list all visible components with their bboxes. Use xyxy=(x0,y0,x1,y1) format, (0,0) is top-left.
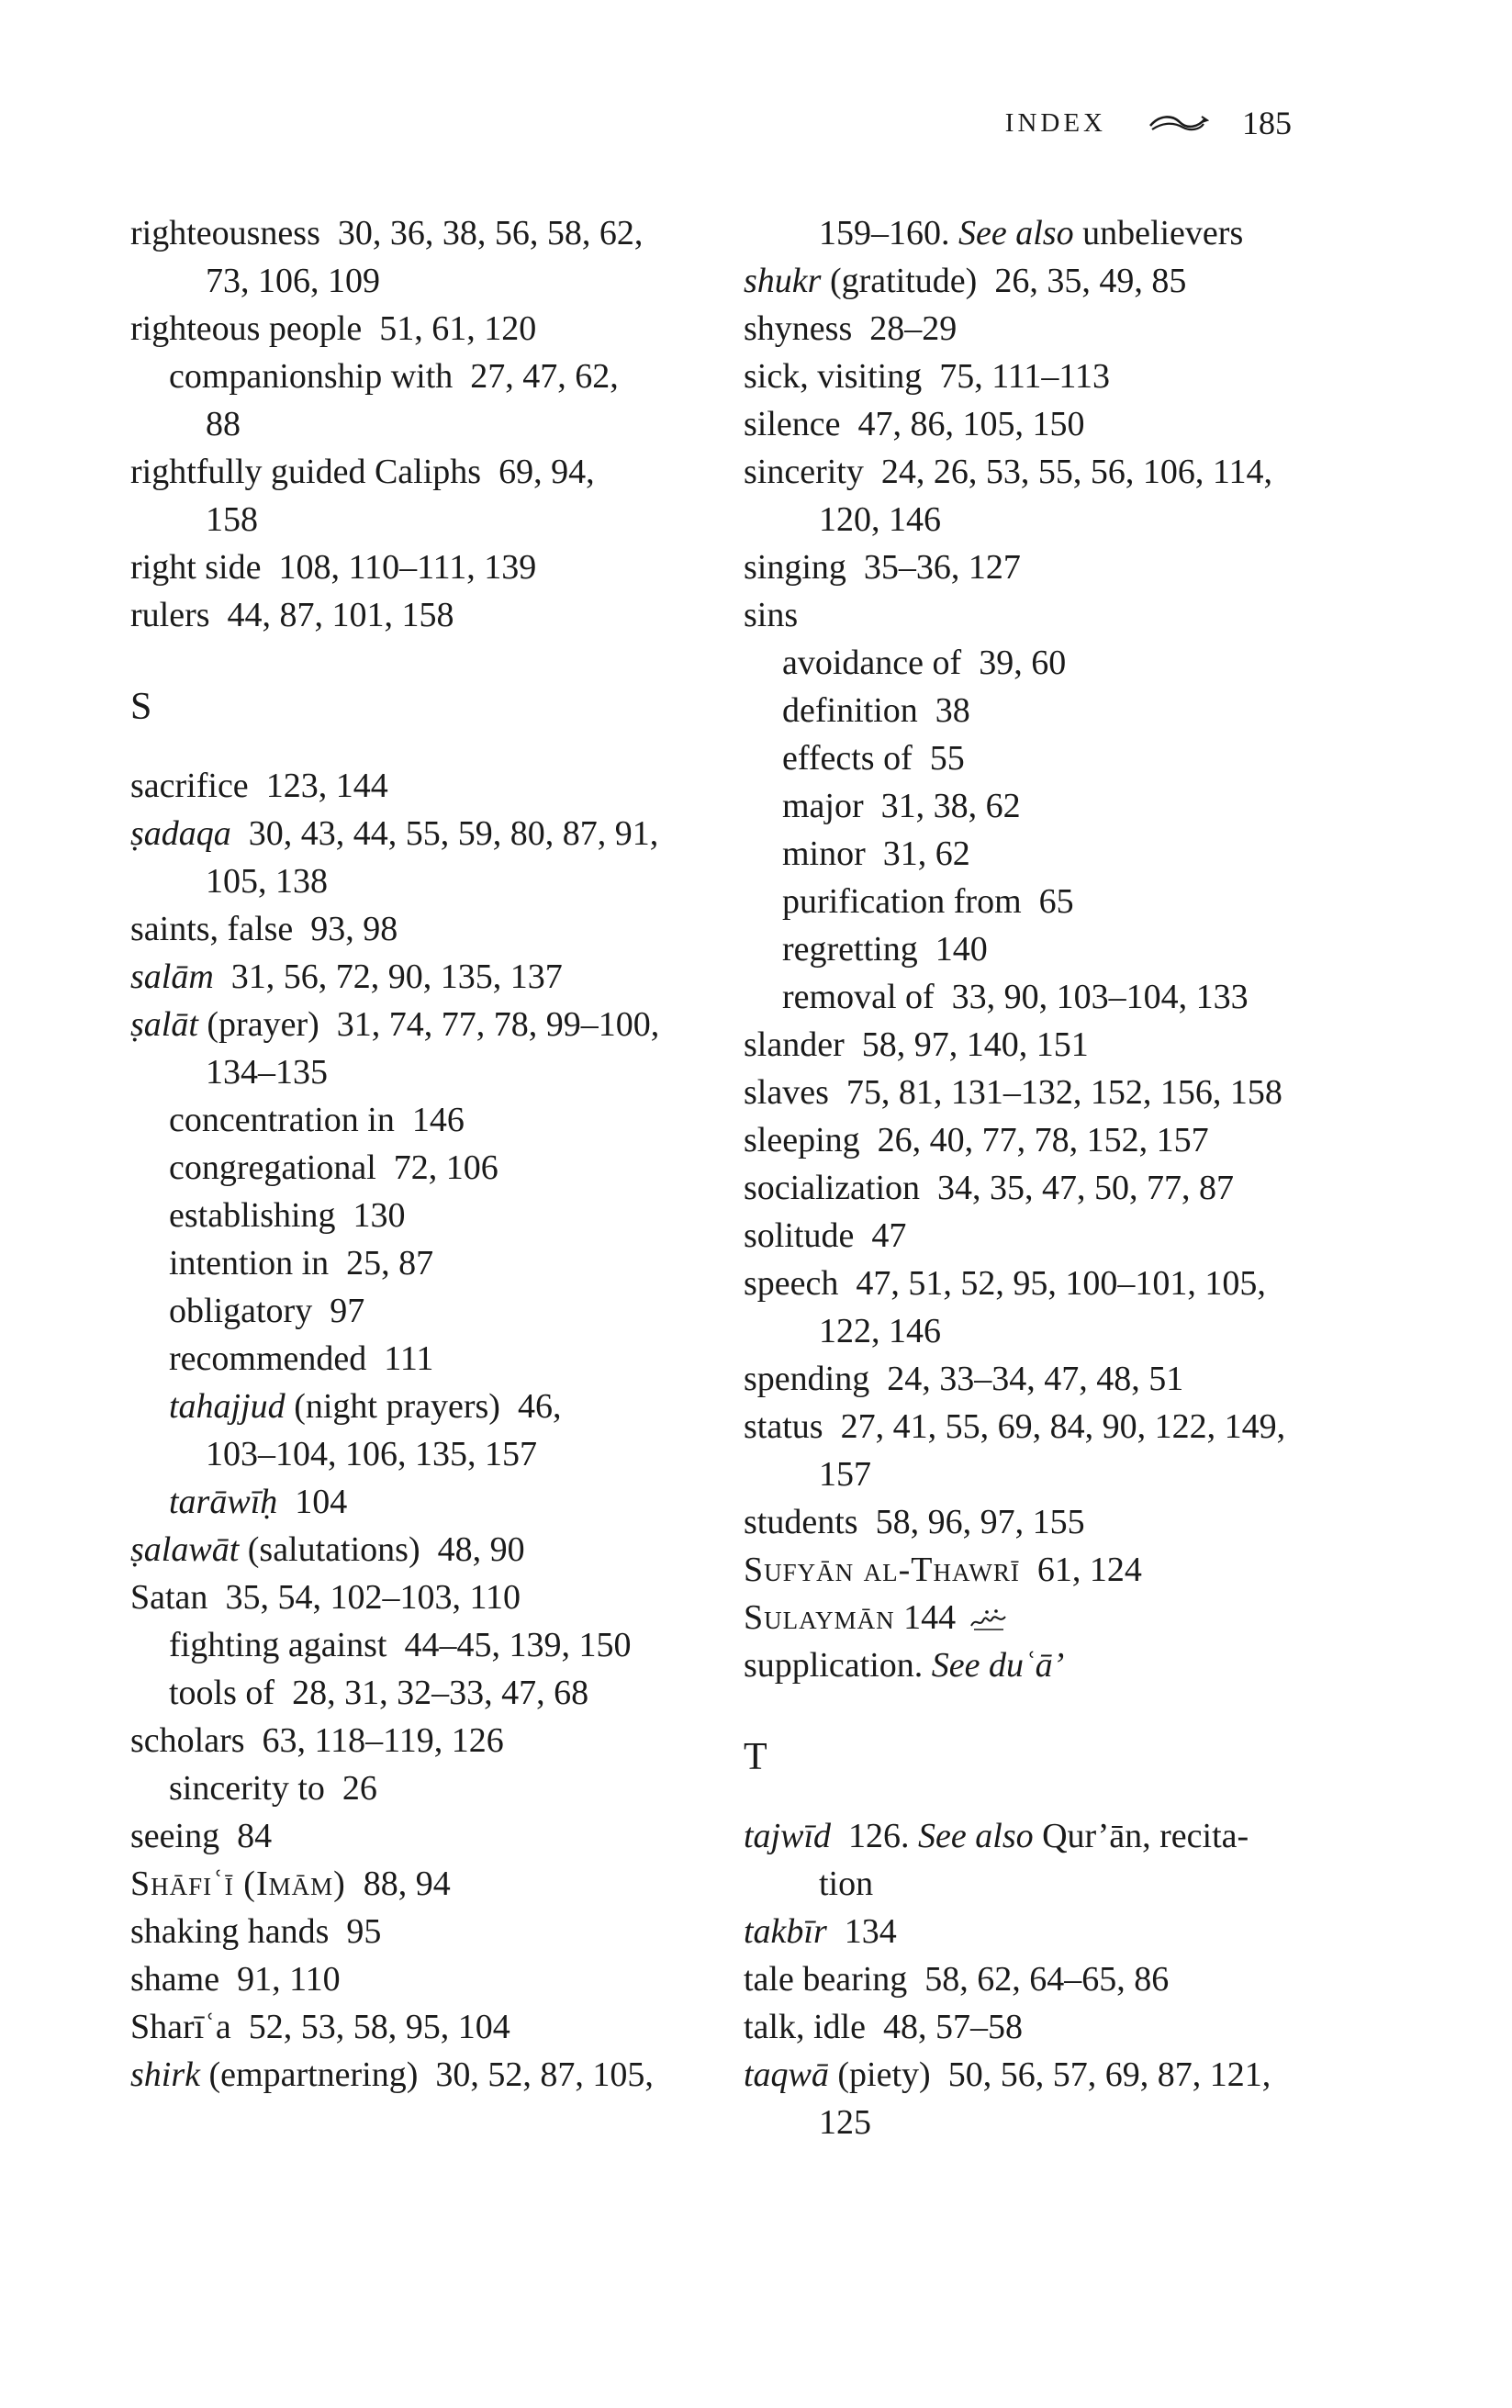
index-entry: scholars 63, 118–119, 126 xyxy=(130,1721,504,1760)
index-entry: singing 35–36, 127 xyxy=(744,548,1021,587)
index-entry: seeing 84 xyxy=(130,1817,273,1855)
index-entry-continuation: 122, 146 xyxy=(819,1312,941,1350)
index-entry: rulers 44, 87, 101, 158 xyxy=(130,596,454,634)
index-subentry: concentration in 146 xyxy=(169,1101,465,1139)
index-entry-continuation: 103–104, 106, 135, 157 xyxy=(206,1435,537,1473)
index-subentry: minor 31, 62 xyxy=(782,834,970,873)
honorific-calligraphy-icon xyxy=(969,1607,1009,1633)
index-entry: silence 47, 86, 105, 150 xyxy=(744,405,1085,443)
index-entry: status 27, 41, 55, 69, 84, 90, 122, 149, xyxy=(744,1407,1286,1446)
index-entry-continuation: 157 xyxy=(819,1455,871,1494)
index-entry: solitude 47 xyxy=(744,1216,907,1255)
index-subentry: purification from 65 xyxy=(782,882,1074,921)
index-entry: Sulaymān 144 xyxy=(744,1594,1294,1641)
index-entry-continuation: tion xyxy=(819,1865,874,1903)
index-entry-continuation: 158 xyxy=(206,500,258,539)
index-subentry: avoidance of 39, 60 xyxy=(782,644,1067,682)
index-entry: sacrifice 123, 144 xyxy=(130,767,388,805)
index-subentry: removal of 33, 90, 103–104, 133 xyxy=(782,978,1249,1016)
index-entry: socialization 34, 35, 47, 50, 77, 87 xyxy=(744,1169,1235,1207)
section-letter-s: S xyxy=(130,686,152,728)
index-column-right xyxy=(744,209,1294,2146)
index-subentry: sincerity to 26 xyxy=(169,1769,377,1808)
index-column-left xyxy=(130,209,681,2099)
index-entry: Satan 35, 54, 102–103, 110 xyxy=(130,1578,521,1617)
running-header xyxy=(1005,103,1292,143)
index-entry-continuation: 134–135 xyxy=(206,1053,328,1092)
index-entry: supplication. See duʿā’ xyxy=(744,1646,1065,1685)
index-subentry: definition 38 xyxy=(782,691,970,730)
index-entry: righteousness 30, 36, 38, 56, 58, 62, xyxy=(130,214,644,252)
index-subentry: establishing 130 xyxy=(169,1196,406,1235)
index-entry: ṣadaqa 30, 43, 44, 55, 59, 80, 87, 91, xyxy=(130,814,659,853)
index-entry: ṣalawāt (salutations) 48, 90 xyxy=(130,1530,525,1569)
index-entry: sleeping 26, 40, 77, 78, 152, 157 xyxy=(744,1121,1209,1159)
index-entry: shyness 28–29 xyxy=(744,309,958,348)
index-entry: sincerity 24, 26, 53, 55, 56, 106, 114, xyxy=(744,453,1272,491)
index-entry: sins xyxy=(744,596,799,634)
index-entry: talk, idle 48, 57–58 xyxy=(744,2008,1023,2046)
section-letter-t: T xyxy=(744,1736,767,1778)
index-entry: slaves 75, 81, 131–132, 152, 156, 158 xyxy=(744,1073,1282,1112)
index-entry: righteous people 51, 61, 120 xyxy=(130,309,537,348)
page-number: 185 xyxy=(1242,105,1292,141)
index-entry: Shāfiʿī (Imām) 88, 94 xyxy=(130,1865,451,1903)
index-subentry: tarāwīḥ 104 xyxy=(169,1483,348,1521)
index-entry: Sufyān al-Thawrī 61, 124 xyxy=(744,1551,1142,1589)
header-label: INDEX xyxy=(1004,108,1106,138)
index-entry: shaking hands 95 xyxy=(130,1912,382,1951)
index-entry: salām 31, 56, 72, 90, 135, 137 xyxy=(130,958,563,996)
index-entry-continuation: 159–160. See also unbelievers xyxy=(819,214,1244,252)
index-entry: saints, false 93, 98 xyxy=(130,910,398,948)
index-subentry: regretting 140 xyxy=(782,930,988,969)
index-entry: tale bearing 58, 62, 64–65, 86 xyxy=(744,1960,1170,1999)
index-entry: rightfully guided Caliphs 69, 94, xyxy=(130,453,595,491)
index-entry: shirk (empartnering) 30, 52, 87, 105, xyxy=(130,2055,654,2094)
index-subentry: major 31, 38, 62 xyxy=(782,787,1021,825)
index-entry-continuation: 105, 138 xyxy=(206,862,328,901)
index-subentry: congregational 72, 106 xyxy=(169,1148,498,1187)
index-entry-continuation: 120, 146 xyxy=(819,500,941,539)
index-entry: right side 108, 110–111, 139 xyxy=(130,548,537,587)
index-subentry: effects of 55 xyxy=(782,739,965,778)
index-entry: sick, visiting 75, 111–113 xyxy=(744,357,1111,396)
index-entry: ṣalāt (prayer) 31, 74, 77, 78, 99–100, xyxy=(130,1005,660,1044)
index-subentry: obligatory 97 xyxy=(169,1292,365,1330)
index-entry: shame 91, 110 xyxy=(130,1960,341,1999)
index-subentry: companionship with 27, 47, 62, xyxy=(169,357,619,396)
index-entry: Sharīʿa 52, 53, 58, 95, 104 xyxy=(130,2008,510,2046)
scroll-ornament-icon xyxy=(1147,111,1209,135)
index-entry: spending 24, 33–34, 47, 48, 51 xyxy=(744,1360,1184,1398)
index-entry-continuation: 73, 106, 109 xyxy=(206,262,380,300)
index-subentry: intention in 25, 87 xyxy=(169,1244,434,1282)
index-entry: students 58, 96, 97, 155 xyxy=(744,1503,1085,1541)
index-subentry: tahajjud (night prayers) 46, xyxy=(169,1387,562,1426)
index-entry: taqwā (piety) 50, 56, 57, 69, 87, 121, 125 xyxy=(744,2055,1271,2142)
index-entry: slander 58, 97, 140, 151 xyxy=(744,1025,1089,1064)
index-entry: speech 47, 51, 52, 95, 100–101, 105, xyxy=(744,1264,1266,1303)
index-entry: tajwīd 126. See also Qur’ān, recita- xyxy=(744,1817,1249,1855)
index-subentry: tools of 28, 31, 32–33, 47, 68 xyxy=(169,1674,589,1712)
index-entry: shukr (gratitude) 26, 35, 49, 85 xyxy=(744,262,1187,300)
index-subentry: recommended 111 xyxy=(169,1339,434,1378)
index-entry-continuation: 88 xyxy=(206,405,241,443)
index-subentry: fighting against 44–45, 139, 150 xyxy=(169,1626,632,1664)
index-entry: takbīr 134 xyxy=(744,1912,897,1951)
